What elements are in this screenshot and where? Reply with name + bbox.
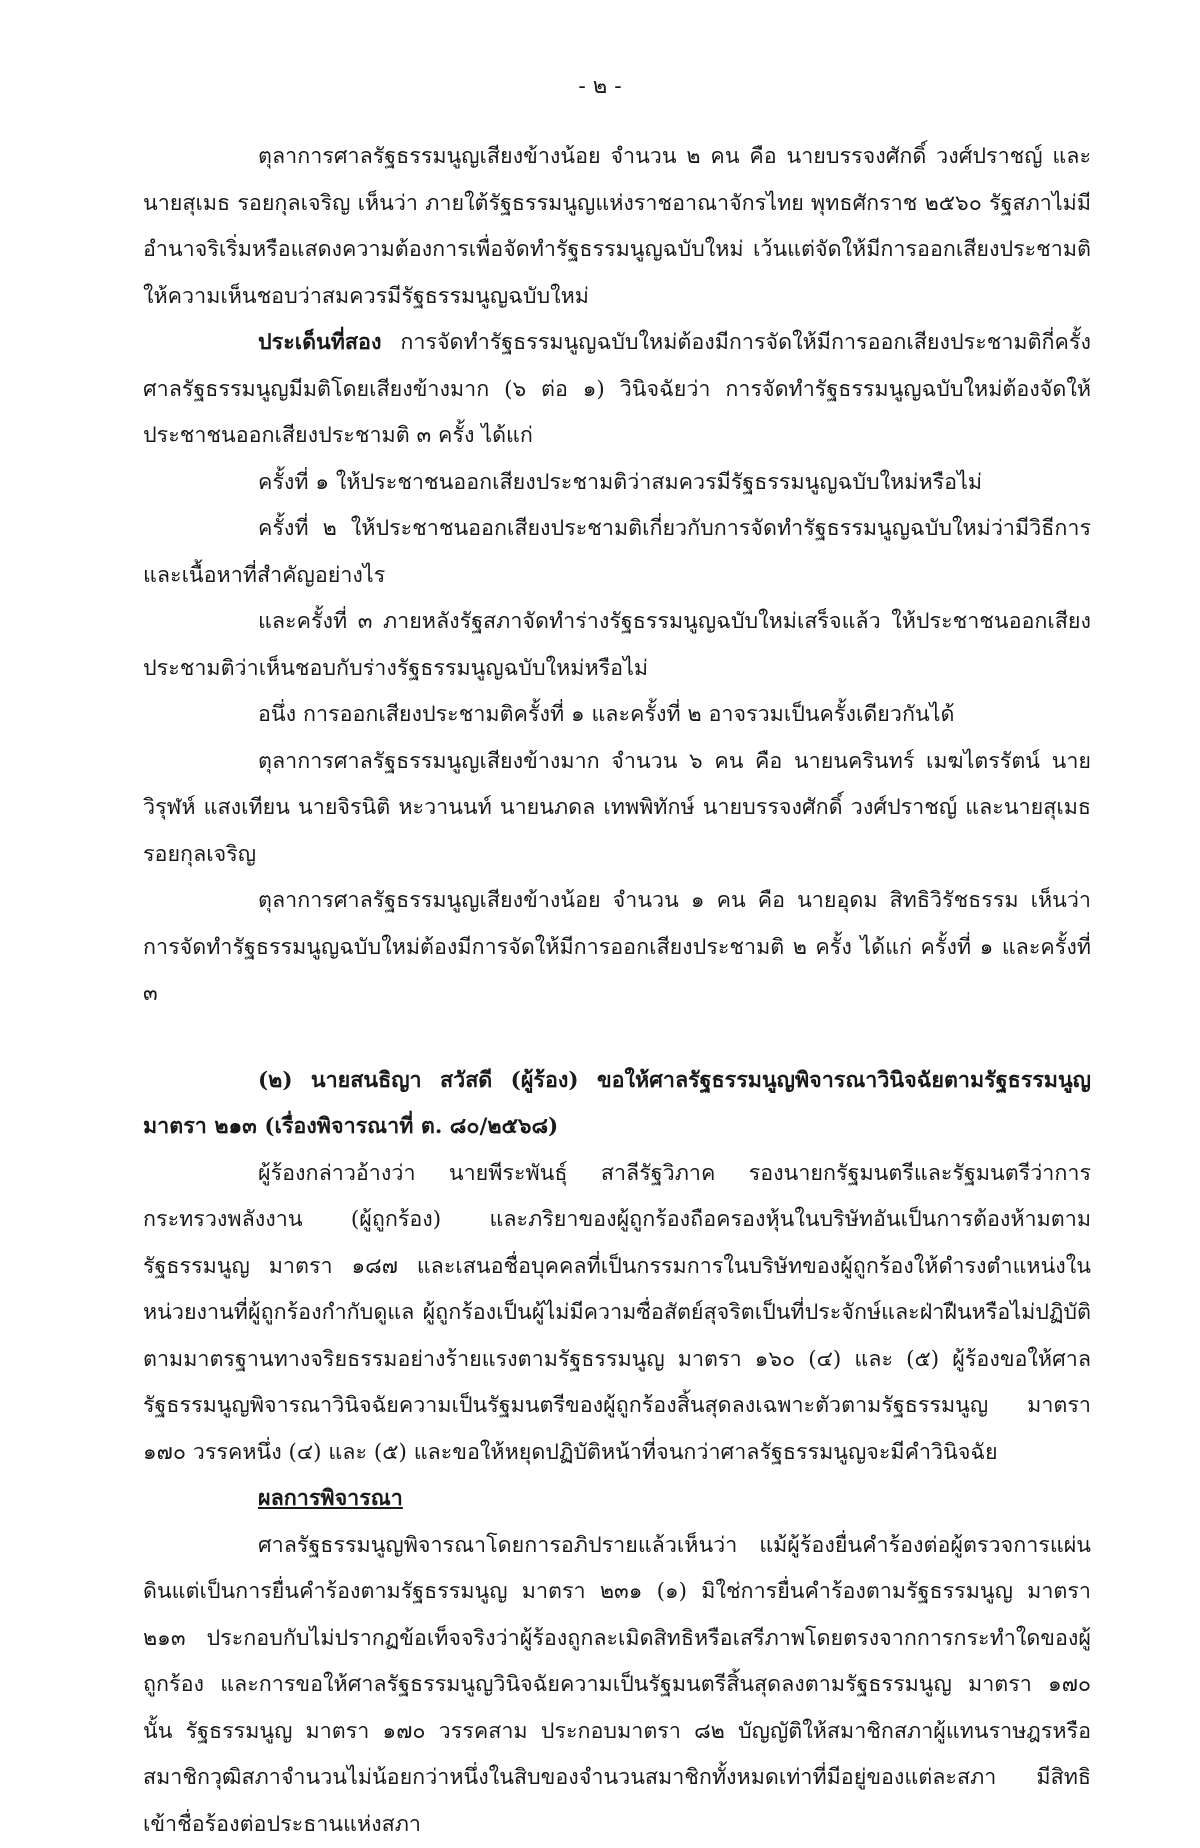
paragraph-referendum-2: ครั้งที่ ๒ ให้ประชาชนออกเสียงประชามติเกี่ยวกับการจัดทำรัฐธรรมนูญฉบับใหม่ว่ามีวิธีการและเนื้อหาที่สำคัญอย่างไร bbox=[143, 506, 1091, 599]
case-heading: (๒) นายสนธิญา สวัสดี (ผู้ร้อง) ขอให้ศาลรัฐธรรมนูญพิจารณาวินิจฉัยตามรัฐธรรมนูญ มาตรา ๒๑๓ (เรื่องพิจารณาที่ ต. ๘๐/๒๕๖๘) bbox=[143, 1058, 1091, 1151]
issue-two-text: การจัดทำรัฐธรรมนูญฉบับใหม่ต้องมีการจัดให้มีการออกเสียงประชามติกี่ครั้ง ศาลรัฐธรรมนูญมีมติโดยเสียงข้างมาก (๖ ต่อ ๑) วินิจฉัยว่า การจัดทำรัฐธรรมนูญฉบับใหม่ต้องจัดให้ประชาชนออกเสียงประชามติ ๓ ครั้ง ได้แก่ bbox=[143, 330, 1091, 448]
paragraph-minority-opinion-2: ตุลาการศาลรัฐธรรมนูญเสียงข้างน้อย จำนวน ๑ คน คือ นายอุดม สิทธิวิรัชธรรม เห็นว่า การจัดทำรัฐธรรมนูญฉบับใหม่ต้องมีการจัดให้มีการออกเสียงประชามติ ๒ ครั้ง ได้แก่ ครั้งที่ ๑ และครั้งที่ ๓ bbox=[143, 878, 1091, 1018]
issue-two-label: ประเด็นที่สอง bbox=[258, 330, 381, 355]
paragraph-majority-judges: ตุลาการศาลรัฐธรรมนูญเสียงข้างมาก จำนวน ๖ คน คือ นายนครินทร์ เมฆไตรรัตน์ นายวิรุฬห์ แสงเทียน นายจิรนิติ หะวานนท์ นายนภดล เทพพิทักษ์ นายบรรจงศักดิ์ วงศ์ปราชญ์ และนายสุเมธ รอยกุลเจริญ bbox=[143, 739, 1091, 879]
paragraph-court-consideration: ศาลรัฐธรรมนูญพิจารณาโดยการอภิปรายแล้วเห็นว่า แม้ผู้ร้องยื่นคำร้องต่อผู้ตรวจการแผ่นดินแต่เป็นการยื่นคำร้องตามรัฐธรรมนูญ มาตรา ๒๓๑ (๑) มิใช่การยื่นคำร้องตามรัฐธรรมนูญ มาตรา ๒๑๓ ประกอบกับไม่ปรากฏข้อเท็จจริงว่าผู้ร้องถูกละเมิดสิทธิหรือเสรีภาพโดยตรงจากการกระทำใดของผู้ถูกร้อง และการขอให้ศาลรัฐธรรมนูญวินิจฉัยความเป็นรัฐมนตรีสิ้นสุดลงตามรัฐธรรมนูญ มาตรา ๑๗๐ นั้น รัฐธรรมนูญ มาตรา ๑๗๐ วรรคสาม ประกอบมาตรา ๘๒ บัญญัติให้สมาชิกสภาผู้แทนราษฎรหรือสมาชิกวุฒิสภาจำนวนไม่น้อยกว่าหนึ่งในสิบของจำนวนสมาชิกทั้งหมดเท่าที่มีอยู่ของแต่ละสภา มีสิทธิเข้าชื่อร้องต่อประธานแห่งสภา bbox=[143, 1523, 1091, 1848]
document-body bbox=[143, 134, 1091, 1848]
paragraph-referendum-1: ครั้งที่ ๑ ให้ประชาชนออกเสียงประชามติว่าสมควรมีรัฐธรรมนูญฉบับใหม่หรือไม่ bbox=[143, 460, 1091, 507]
page-number: - ๒ - bbox=[0, 72, 1200, 102]
paragraph-referendum-3: และครั้งที่ ๓ ภายหลังรัฐสภาจัดทำร่างรัฐธรรมนูญฉบับใหม่เสร็จแล้ว ให้ประชาชนออกเสียงประชามติว่าเห็นชอบกับร่างรัฐธรรมนูญฉบับใหม่หรือไม่ bbox=[143, 599, 1091, 692]
section-gap bbox=[143, 1018, 1091, 1058]
result-heading: ผลการพิจารณา bbox=[258, 1486, 403, 1511]
paragraph-note: อนึ่ง การออกเสียงประชามติครั้งที่ ๑ และครั้งที่ ๒ อาจรวมเป็นครั้งเดียวกันได้ bbox=[143, 692, 1091, 739]
paragraph-petition: ผู้ร้องกล่าวอ้างว่า นายพีระพันธุ์ สาลีรัฐวิภาค รองนายกรัฐมนตรีและรัฐมนตรีว่าการกระทรวงพลังงาน (ผู้ถูกร้อง) และภริยาของผู้ถูกร้องถือครองหุ้นในบริษัทอันเป็นการต้องห้ามตามรัฐธรรมนูญ มาตรา ๑๘๗ และเสนอชื่อบุคคลที่เป็นกรรมการในบริษัทของผู้ถูกร้องให้ดำรงตำแหน่งในหน่วยงานที่ผู้ถูกร้องกำกับดูแล ผู้ถูกร้องเป็นผู้ไม่มีความซื่อสัตย์สุจริตเป็นที่ประจักษ์และฝ่าฝืนหรือไม่ปฏิบัติตามมาตรฐานทางจริยธรรมอย่างร้ายแรงตามรัฐธรรมนูญ มาตรา ๑๖๐ (๔) และ (๕) ผู้ร้องขอให้ศาลรัฐธรรมนูญพิจารณาวินิจฉัยความเป็นรัฐมนตรีของผู้ถูกร้องสิ้นสุดลงเฉพาะตัวตามรัฐธรรมนูญ มาตรา ๑๗๐ วรรคหนึ่ง (๔) และ (๕) และขอให้หยุดปฏิบัติหน้าที่จนกว่าศาลรัฐธรรมนูญจะมีคำวินิจฉัย bbox=[143, 1151, 1091, 1477]
paragraph-minority-opinion-1: ตุลาการศาลรัฐธรรมนูญเสียงข้างน้อย จำนวน ๒ คน คือ นายบรรจงศักดิ์ วงศ์ปราชญ์ และนายสุเมธ รอยกุลเจริญ เห็นว่า ภายใต้รัฐธรรมนูญแห่งราชอาณาจักรไทย พุทธศักราช ๒๕๖๐ รัฐสภาไม่มีอำนาจริเริ่มหรือแสดงความต้องการเพื่อจัดทำรัฐธรรมนูญฉบับใหม่ เว้นแต่จัดให้มีการออกเสียงประชามติให้ความเห็นชอบว่าสมควรมีรัฐธรรมนูญฉบับใหม่ bbox=[143, 134, 1091, 320]
result-heading-line bbox=[143, 1476, 1091, 1523]
paragraph-issue-two bbox=[143, 320, 1091, 460]
